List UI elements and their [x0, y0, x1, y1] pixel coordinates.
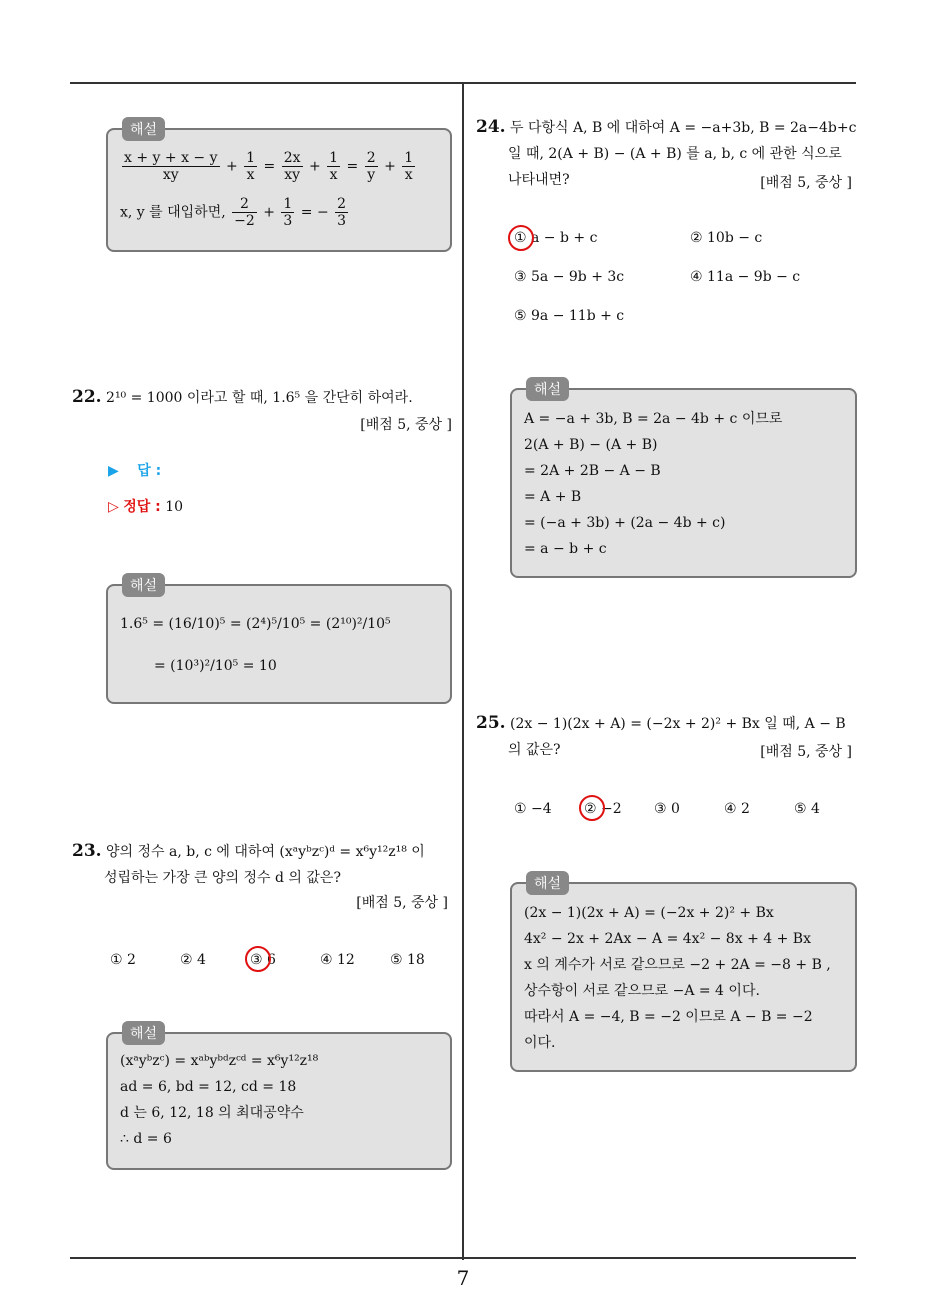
choice-5[interactable]: ⑤ 18 — [390, 952, 425, 968]
frac-den: x — [246, 167, 255, 183]
frac-num: 2 — [337, 196, 347, 212]
question-text-line2: 일 때, 2(A + B) − (A + B) 를 a, b, c 에 관한 식으로 — [508, 146, 842, 162]
solution-box-q23 — [106, 1026, 452, 1170]
frac-den: x — [404, 167, 413, 183]
frac-num: 2 — [232, 196, 257, 213]
solution-tag: 해설 — [122, 573, 165, 597]
frac-den: xy — [162, 167, 179, 183]
choice-1[interactable]: ① a − b + c — [514, 230, 598, 246]
score-q22: [배점 5, 중상 ] — [360, 417, 452, 433]
solution-line: 4x² − 2x + 2Ax − A = 4x² − 8x + 4 + Bx — [524, 931, 811, 947]
choice-3[interactable]: ③ 6 — [250, 952, 276, 968]
solution-line: = A + B — [524, 489, 582, 505]
solution-line: = 2A + 2B − A − B — [524, 463, 661, 479]
choice-1[interactable]: ① −4 — [514, 801, 552, 817]
solution-line: = (−a + 3b) + (2a − 4b + c) — [524, 515, 726, 531]
solution-line: ad = 6, bd = 12, cd = 18 — [120, 1079, 297, 1095]
score-q25: [배점 5, 중상 ] — [760, 744, 852, 760]
correct-value: 10 — [165, 499, 184, 515]
frac-num: x + y + x − y — [124, 150, 218, 166]
question-text-line1: (2x − 1)(2x + A) = (−2x + 2)² + Bx 일 때, A − B — [510, 716, 846, 732]
question-text-line3: 나타내면? — [508, 172, 570, 188]
solution-lines — [524, 900, 845, 1056]
page-number: 7 — [456, 1266, 470, 1290]
frac-den: xy — [284, 167, 301, 183]
question-text-line1: 두 다항식 A, B 에 대하여 A = −a+3b, B = 2a−4b+c — [510, 120, 857, 136]
solution-line: (xᵃyᵇzᶜ) = xᵃᵇyᵇᵈzᶜᵈ = x⁶y¹²z¹⁸ — [120, 1053, 319, 1069]
solution-box-q25 — [510, 876, 857, 1072]
score-q23: [배점 5, 중상 ] — [356, 895, 448, 911]
play-icon: ▶ — [108, 463, 119, 479]
frac-den: x — [329, 167, 338, 183]
solution-tag: 해설 — [122, 117, 165, 141]
solution-tag: 해설 — [122, 1021, 165, 1045]
frac-num: 1 — [404, 150, 414, 166]
solution-line: = a − b + c — [524, 541, 607, 557]
choice-4[interactable]: ④ 12 — [320, 952, 355, 968]
frac-num: 1 — [329, 150, 339, 166]
op: + — [263, 204, 275, 221]
solution-prev-line1 — [120, 150, 417, 183]
frac-den: 3 — [337, 213, 347, 229]
choice-4[interactable]: ④ 2 — [724, 801, 750, 817]
selected-answer-circle — [245, 946, 271, 972]
bottom-rule — [70, 1257, 856, 1259]
op: + — [225, 158, 238, 175]
solution-line: 이다. — [524, 1035, 556, 1051]
solution-line: d 는 6, 12, 18 의 최대공약수 — [120, 1105, 304, 1121]
solution-line: (2x − 1)(2x + A) = (−2x + 2)² + Bx — [524, 905, 774, 921]
question-text-line2: 성립하는 가장 큰 양의 정수 d 의 값은? — [104, 870, 341, 886]
question-number: 24. — [476, 117, 506, 137]
solution-box-q22 — [106, 578, 452, 704]
solution-line: 상수항이 서로 같으므로 −A = 4 이다. — [524, 983, 760, 999]
solution-line: ∴ d = 6 — [120, 1131, 172, 1147]
correct-label: 정답 : — [123, 499, 161, 515]
selected-answer-circle — [508, 225, 534, 251]
op: + — [384, 158, 396, 175]
solution-line: 따라서 A = −4, B = −2 이므로 A − B = −2 — [524, 1009, 813, 1025]
choice-3[interactable]: ③ 5a − 9b + 3c — [514, 269, 625, 285]
correct-answer-line — [108, 496, 183, 516]
choice-2[interactable]: ② 4 — [180, 952, 206, 968]
score-q24: [배점 5, 중상 ] — [760, 175, 852, 191]
solution-box-q24 — [510, 382, 857, 578]
op: = — [346, 158, 359, 175]
solution-line: 2(A + B) − (A + B) — [524, 437, 658, 453]
selected-answer-circle — [579, 795, 605, 821]
choice-5[interactable]: ⑤ 4 — [794, 801, 820, 817]
column-divider — [462, 84, 464, 1260]
solution-line: A = −a + 3b, B = 2a − 4b + c 이므로 — [524, 411, 783, 427]
answer-label: 답 : — [137, 463, 162, 479]
frac-num: 2x — [283, 150, 301, 166]
choice-2[interactable]: ② −2 — [584, 801, 622, 817]
frac-den: y — [367, 167, 376, 183]
frac-num: 2 — [366, 150, 376, 166]
choice-2[interactable]: ② 10b − c — [690, 230, 763, 246]
question-22 — [72, 384, 454, 411]
answer-line — [108, 460, 161, 480]
solution-q22-line1: 1.6⁵ = (16/10)⁵ = (2⁴)⁵/10⁵ = (2¹⁰)²/10⁵ — [120, 616, 391, 632]
question-text: 2¹⁰ = 1000 이라고 할 때, 1.6⁵ 을 간단히 하여라. — [106, 390, 413, 406]
frac-num: 1 — [246, 150, 256, 166]
question-number: 25. — [476, 713, 506, 733]
op: = — [263, 158, 276, 175]
question-number: 23. — [72, 841, 102, 861]
choice-5[interactable]: ⑤ 9a − 11b + c — [514, 308, 625, 324]
choice-3[interactable]: ③ 0 — [654, 801, 680, 817]
solution-tag: 해설 — [526, 871, 569, 895]
solution-box-prev — [106, 122, 452, 252]
question-23 — [72, 838, 456, 891]
choice-1[interactable]: ① 2 — [110, 952, 136, 968]
question-text-line1: 양의 정수 a, b, c 에 대하여 (xᵃyᵇzᶜ)ᵈ = x⁶y¹²z¹⁸ 이 — [106, 844, 425, 860]
solution-tag: 해설 — [526, 377, 569, 401]
question-number: 22. — [72, 387, 102, 407]
choice-4[interactable]: ④ 11a − 9b − c — [690, 269, 801, 285]
substitute-text: x, y 를 대입하면, — [120, 204, 226, 221]
solution-q22-line2: = (10³)²/10⁵ = 10 — [154, 658, 277, 674]
frac-den: 3 — [283, 213, 293, 229]
op: = − — [300, 204, 329, 221]
solution-line: x 의 계수가 서로 같으므로 −2 + 2A = −8 + B , — [524, 957, 831, 973]
solution-prev-line2 — [120, 196, 350, 229]
solution-lines — [120, 1048, 440, 1152]
triangle-outline-icon: ▷ — [108, 499, 119, 515]
op: + — [308, 158, 321, 175]
frac-den: −2 — [234, 213, 255, 229]
question-text-line2: 의 값은? — [508, 742, 561, 758]
solution-lines — [524, 406, 845, 562]
frac-num: 1 — [283, 196, 293, 212]
